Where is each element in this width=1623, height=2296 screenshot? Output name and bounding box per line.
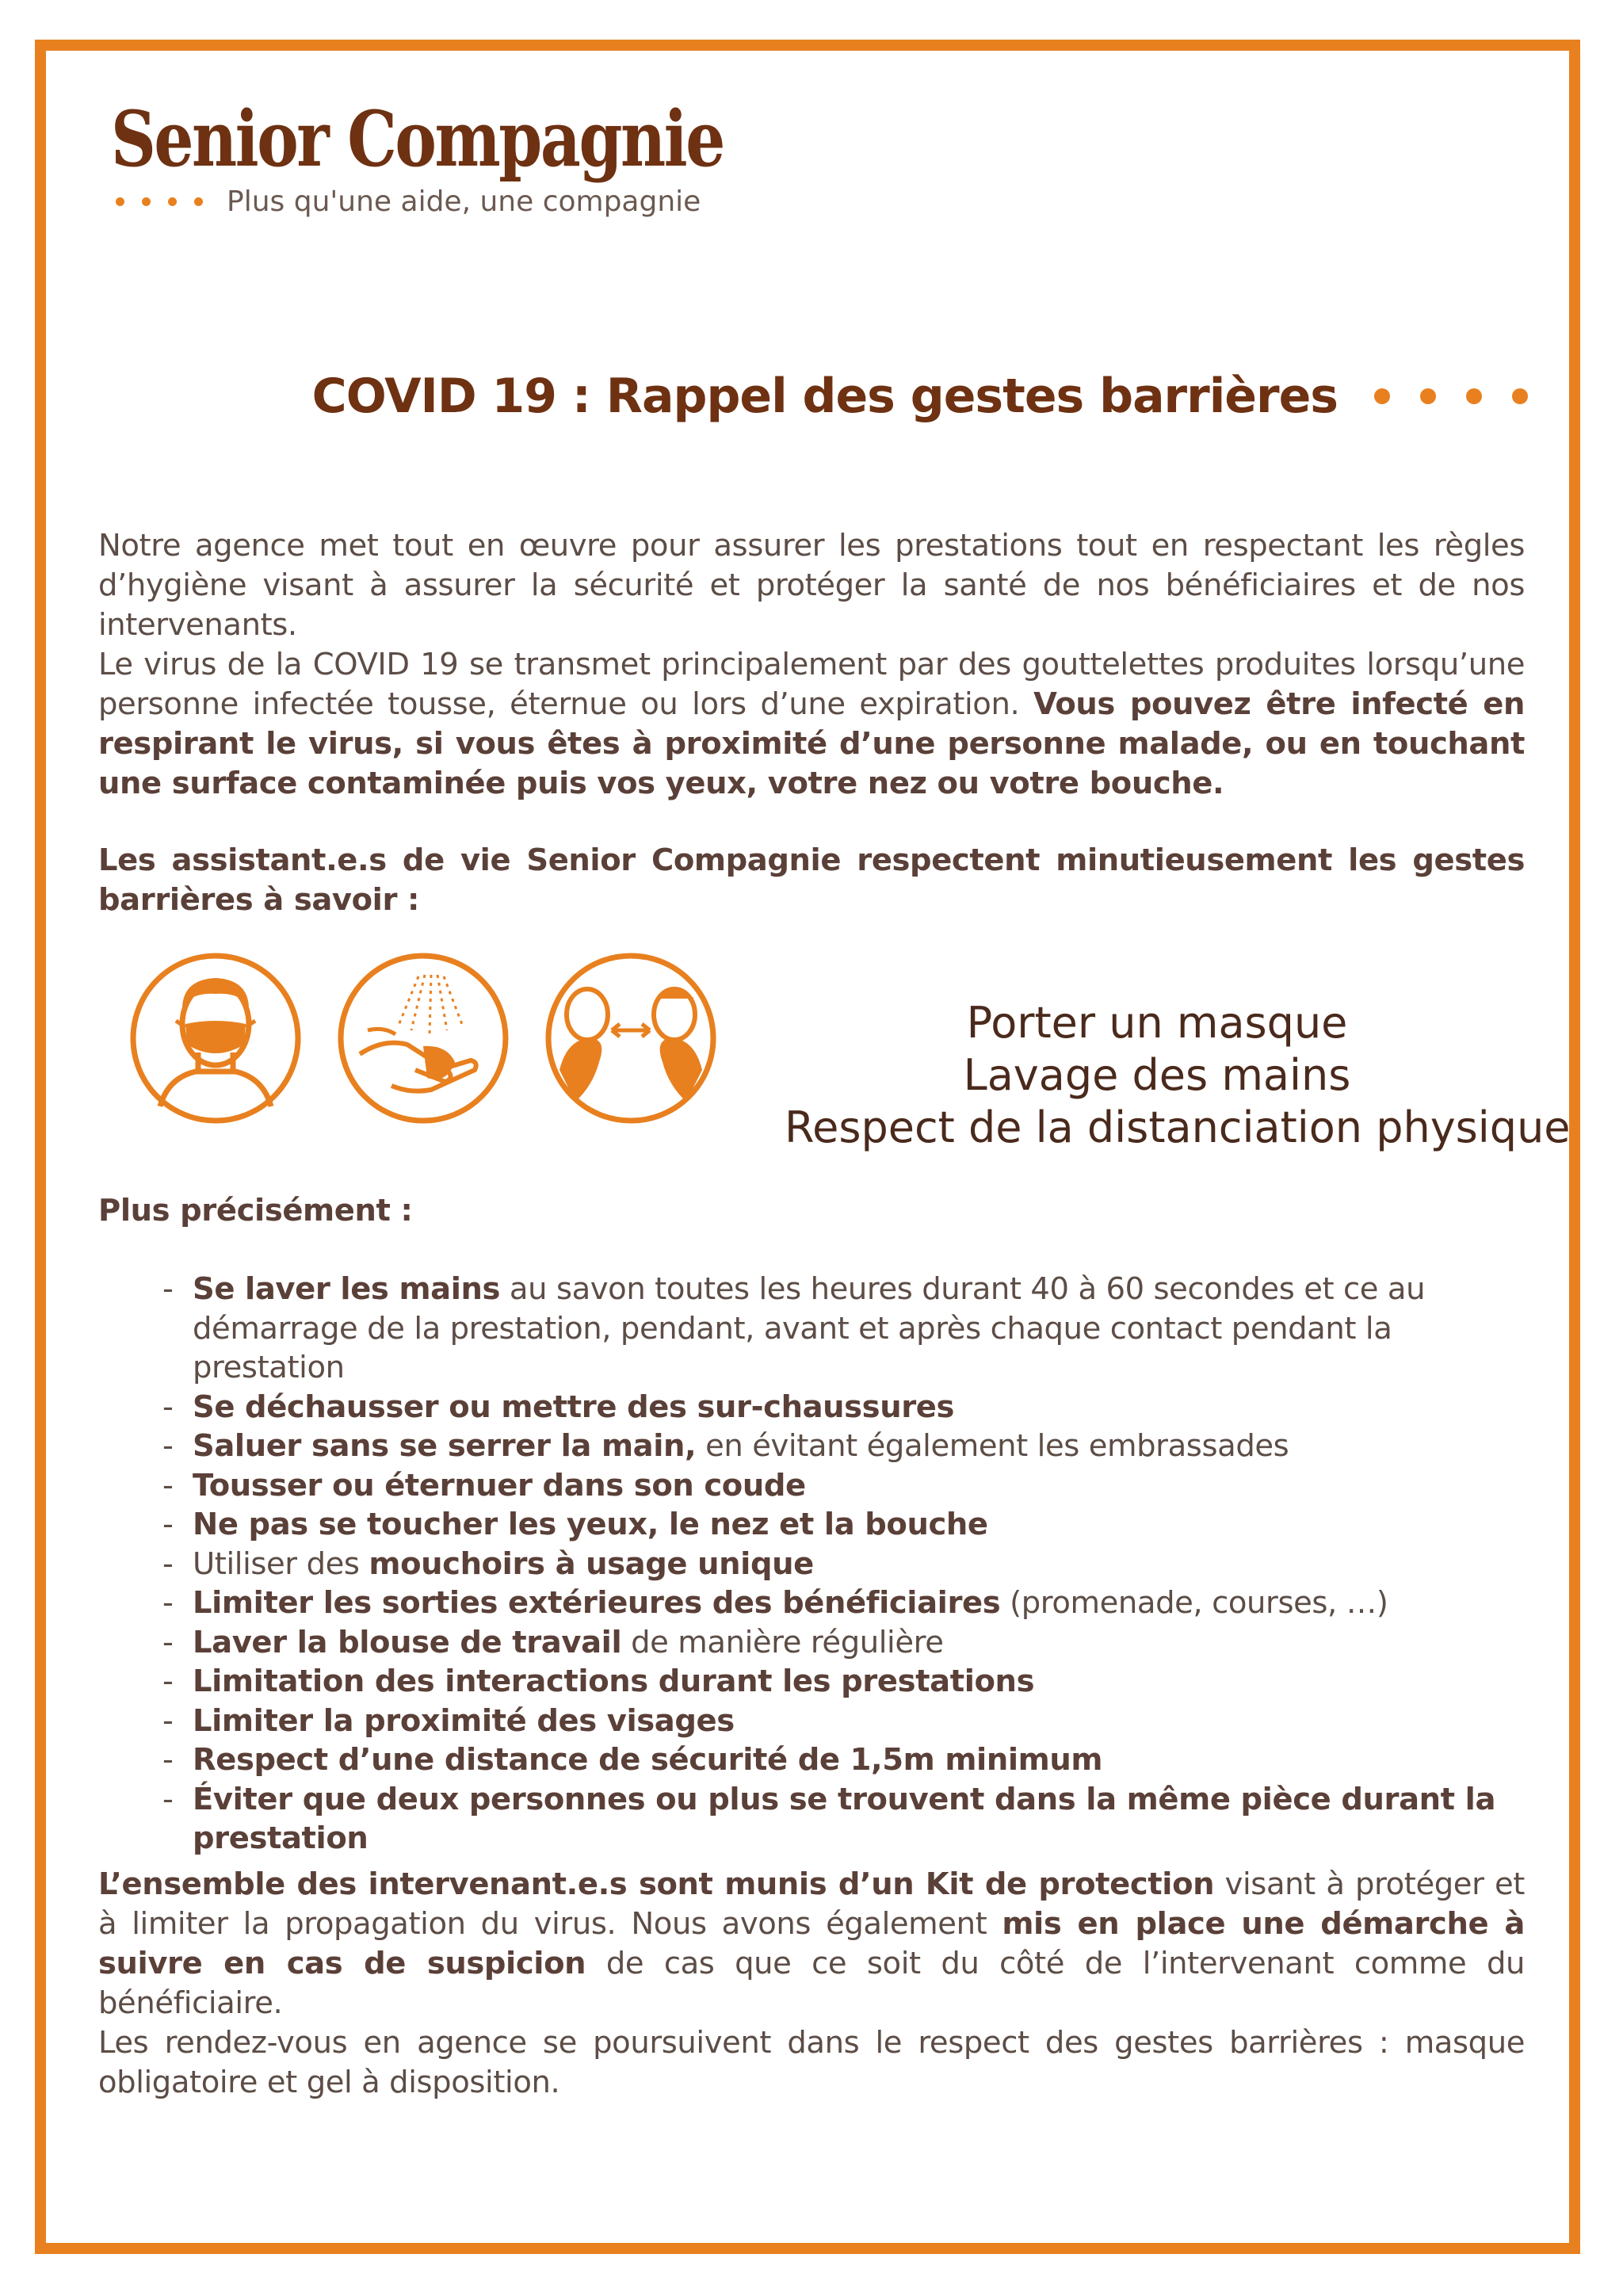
closing-bold-1: L’ensemble des intervenant.e.s sont munis d’un Kit de protection — [98, 1866, 1215, 1902]
logo-dots — [116, 197, 203, 206]
title-dots — [1374, 388, 1528, 404]
gesture-handwashing: Lavage des mains — [963, 1050, 1351, 1100]
closing-text-1: visant à protéger et à limiter la propagation du virus. Nous avons également — [98, 1866, 1525, 1942]
list-item: - Limitation des interactions durant les prestations — [162, 1662, 1533, 1702]
list-item: - Limiter les sorties extérieures des bénéficiaires (promenade, courses, …) — [162, 1584, 1533, 1623]
gesture-distancing: Respect de la distanciation physique — [785, 1102, 1571, 1152]
page-title-row — [312, 369, 1528, 424]
list-item: - Limiter la proximité des visages — [162, 1702, 1533, 1741]
details-heading: Plus précisément : — [98, 1193, 413, 1228]
closing-text-3: Les rendez-vous en agence se poursuivent dans le respect des gestes barrières : masque obligatoire et gel à disposition. — [98, 2025, 1525, 2100]
closing-bold-2: mis en place une démarche à suivre en cas de suspicion — [98, 1906, 1525, 1981]
brand-logo — [111, 94, 858, 218]
mask-icon — [128, 951, 303, 1125]
list-item: - Saluer sans se serrer la main, en évitant également les embrassades — [162, 1427, 1533, 1466]
page-title: COVID 19 : Rappel des gestes barrières — [311, 369, 1338, 424]
barrier-intro: Les assistant.e.s de vie Senior Compagnie respectent minutieusement les gestes barrières à savoir : — [98, 842, 1525, 918]
transmission-bold-text: Vous pouvez être infecté en respirant le virus, si vous êtes à proximité d’une personne malade, ou en touchant une surface contaminée puis vos yeux, votre nez ou votre bouche. — [98, 686, 1525, 801]
list-item: - Tousser ou éternuer dans son coude — [162, 1466, 1533, 1506]
gesture-icons — [128, 951, 718, 1125]
list-item: - Ne pas se toucher les yeux, le nez et la bouche — [162, 1505, 1533, 1545]
transmission-text: Le virus de la COVID 19 se transmet principalement par des gouttelettes produites lorsqu’une personne infectée tousse, éternue ou lors d’une expiration. — [98, 647, 1525, 722]
closing-paragraph — [98, 1865, 1525, 2103]
list-item: - Laver la blouse de travail de manière régulière — [162, 1623, 1533, 1663]
list-item: - Se laver les mains au savon toutes les heures durant 40 à 60 secondes et ce au démarrage de la prestation, pendant, avant et après chaque contact pendant la prestation — [162, 1270, 1533, 1388]
list-item: - Se déchausser ou mettre des sur-chaussures — [162, 1388, 1533, 1427]
logo-name: Senior Compagnie — [111, 94, 724, 184]
handwashing-icon — [336, 951, 510, 1125]
distancing-icon — [544, 951, 718, 1125]
closing-text-2: de cas que ce soit du côté de l’intervenant comme du bénéficiaire. — [98, 1946, 1525, 2021]
gesture-mask: Porter un masque — [966, 998, 1348, 1048]
list-item: - Respect d’une distance de sécurité de 1,5m minimum — [162, 1740, 1533, 1780]
transmission-paragraph — [98, 645, 1525, 804]
logo-tagline: Plus qu'une aide, une compagnie — [227, 185, 701, 218]
gesture-list — [785, 997, 1571, 1154]
intro-paragraph: Notre agence met tout en œuvre pour assurer les prestations tout en respectant les règles d’hygiène visant à assurer la sécurité et protéger la santé de nos bénéficiaires et de nos intervenants. — [98, 528, 1525, 643]
list-item: - Utiliser des mouchoirs à usage unique — [162, 1545, 1533, 1584]
rules-list — [162, 1270, 1533, 1859]
list-item: - Éviter que deux personnes ou plus se trouvent dans la même pièce durant la prestation — [162, 1780, 1533, 1859]
